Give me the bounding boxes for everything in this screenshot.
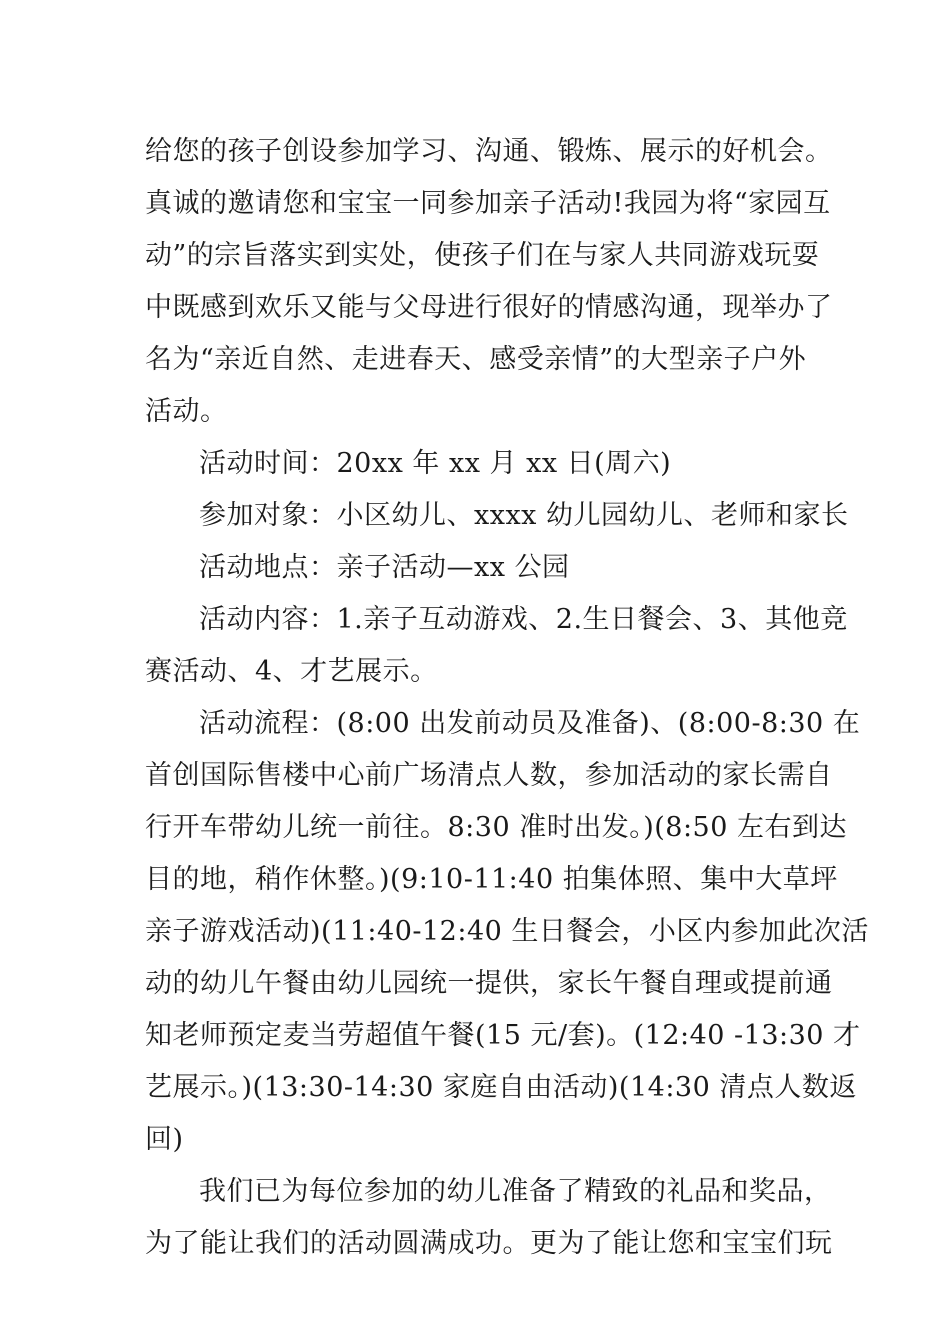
schedule-line: 活动流程：(8:00 出发前动员及准备)、(8:00-8:30 在 <box>199 708 861 739</box>
content-line: 活动内容：1.亲子互动游戏、2.生日餐会、3、其他竞 <box>199 604 848 635</box>
text-line: 动的幼儿午餐由幼儿园统一提供，家长午餐自理或提前通 <box>145 968 833 999</box>
text-line: 目的地，稍作休整。)(9:10-11:40 拍集体照、集中大草坪 <box>145 864 838 895</box>
text-line: 中既感到欢乐又能与父母进行很好的情感沟通，现举办了 <box>145 292 833 323</box>
text-line: 知老师预定麦当劳超值午餐(15 元/套)。(12:40 -13:30 才 <box>145 1020 861 1051</box>
text-line: 动”的宗旨落实到实处，使孩子们在与家人共同游戏玩耍 <box>145 240 820 271</box>
text-line: 活动。 <box>145 396 228 427</box>
text-line: 亲子游戏活动)(11:40-12:40 生日餐会，小区内参加此次活 <box>145 916 869 947</box>
text-line: 艺展示。)(13:30-14:30 家庭自由活动)(14:30 清点人数返 <box>145 1072 857 1103</box>
document-body <box>145 126 869 1270</box>
location-line: 活动地点：亲子活动—xx 公园 <box>199 552 570 583</box>
text-line: 真诚的邀请您和宝宝一同参加亲子活动!我园为将“家园互 <box>145 188 831 219</box>
activity-time-line: 活动时间：20xx 年 xx 月 xx 日(周六) <box>199 448 672 479</box>
text-line: 首创国际售楼中心前广场清点人数，参加活动的家长需自 <box>145 760 833 791</box>
closing-paragraph-line: 我们已为每位参加的幼儿准备了精致的礼品和奖品， <box>199 1176 832 1207</box>
text-line: 行开车带幼儿统一前往。8:30 准时出发。)(8:50 左右到达 <box>145 812 847 843</box>
text-line: 赛活动、4、才艺展示。 <box>145 656 438 687</box>
text-line: 名为“亲近自然、走进春天、感受亲情”的大型亲子户外 <box>145 344 807 375</box>
text-line: 给您的孩子创设参加学习、沟通、锻炼、展示的好机会。 <box>145 136 833 167</box>
text-line: 为了能让我们的活动圆满成功。更为了能让您和宝宝们玩 <box>145 1228 833 1259</box>
text-line: 回) <box>145 1124 184 1155</box>
participants-line: 参加对象：小区幼儿、xxxx 幼儿园幼儿、老师和家长 <box>199 500 849 531</box>
